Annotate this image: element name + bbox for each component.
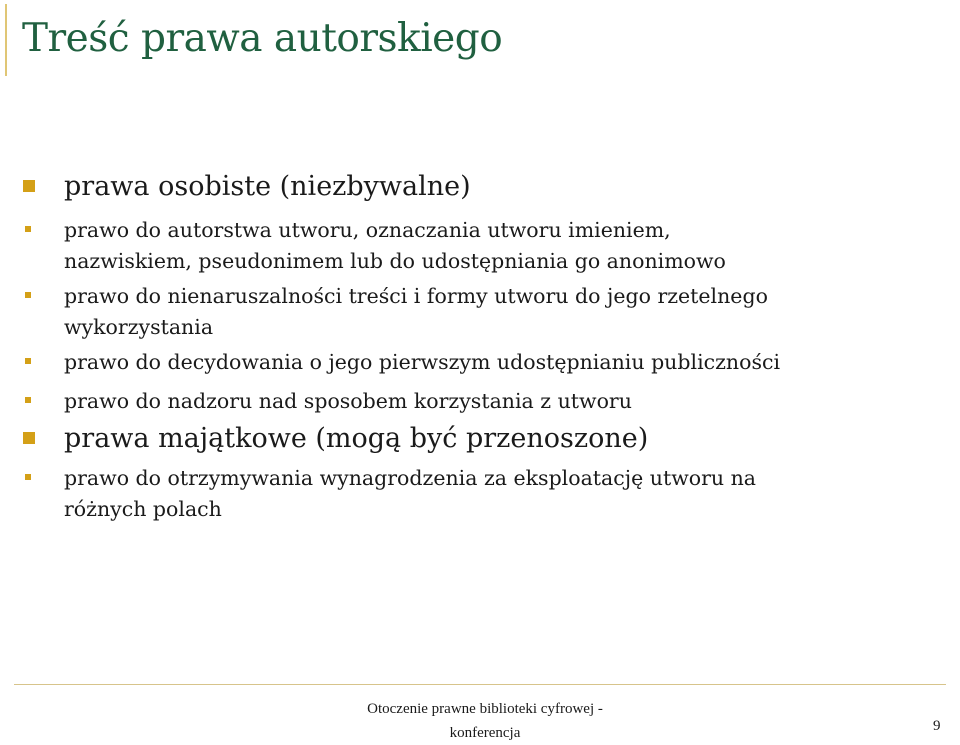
- list-item: [0, 215, 960, 277]
- list-item-line: prawo do nienaruszalności treści i formy utworu do jego rzetelnego: [64, 284, 768, 308]
- square-bullet-icon: [23, 432, 35, 444]
- list-item-line: prawa osobiste (niezbywalne): [64, 171, 471, 202]
- square-bullet-icon: [25, 474, 31, 480]
- square-bullet-icon: [23, 180, 35, 192]
- title-accent-bar: [5, 4, 7, 76]
- list-item: [0, 168, 960, 206]
- list-item-line: prawa majątkowe (mogą być przenoszone): [64, 423, 649, 454]
- list-item-line: nazwiskiem, pseudonimem lub do udostępniania go anonimowo: [64, 249, 726, 273]
- bullet-list: [0, 168, 960, 525]
- footer-divider: [14, 684, 946, 685]
- footer-caption: [345, 697, 625, 745]
- square-bullet-icon: [25, 397, 31, 403]
- footer-line-1: Otoczenie prawne biblioteki cyfrowej -: [367, 701, 603, 717]
- list-item-line: wykorzystania: [64, 315, 214, 339]
- list-item-text: [64, 463, 960, 525]
- list-item-text: [64, 281, 960, 343]
- list-item-line: prawo do autorstwa utworu, oznaczania utworu imieniem,: [64, 218, 671, 242]
- footer-line-2: konferencja: [449, 725, 521, 741]
- title-area: [0, 0, 960, 80]
- slide-title: Treść prawa autorskiego: [22, 16, 503, 61]
- list-item: [0, 463, 960, 525]
- square-bullet-icon: [25, 358, 31, 364]
- list-item-text: [64, 386, 960, 417]
- list-item-line: prawo do otrzymywania wynagrodzenia za eksploatację utworu na: [64, 466, 757, 490]
- list-item-text: [64, 347, 960, 378]
- list-item: [0, 347, 960, 378]
- square-bullet-icon: [25, 226, 31, 232]
- list-item: [0, 281, 960, 343]
- square-bullet-icon: [25, 292, 31, 298]
- list-item-line: prawo do nadzoru nad sposobem korzystania z utworu: [64, 389, 632, 413]
- list-item-line: prawo do decydowania o jego pierwszym udostępnianiu publiczności: [64, 350, 781, 374]
- page-number: 9: [933, 718, 941, 734]
- list-item-text: [64, 215, 960, 277]
- list-item: [0, 420, 960, 458]
- list-item: [0, 386, 960, 417]
- list-item-text: [64, 168, 960, 206]
- list-item-text: [64, 420, 960, 458]
- list-item-line: różnych polach: [64, 497, 222, 521]
